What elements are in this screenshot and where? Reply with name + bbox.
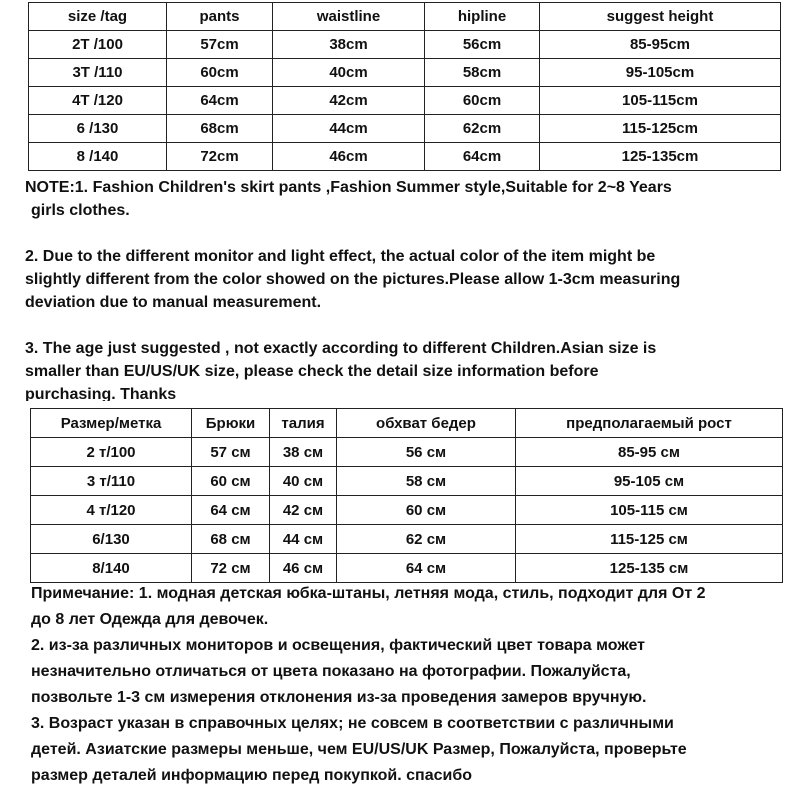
table-row — [29, 31, 781, 59]
table-row — [31, 496, 783, 525]
note-ru-line-1: Примечание: 1. модная детская юбка-штаны, летняя мода, стиль, подходит для От 2 — [31, 585, 706, 602]
table-cell: 44 см — [270, 525, 337, 554]
table-cell: 8 /140 — [29, 143, 167, 171]
note-1-line-2: girls clothes. — [31, 202, 130, 219]
table-cell: 115-125 см — [516, 525, 783, 554]
table-cell: 4T /120 — [29, 87, 167, 115]
table-cell: 72 см — [192, 554, 270, 583]
table-cell: 60cm — [167, 59, 273, 87]
table-cell: 85-95 см — [516, 438, 783, 467]
table-cell: 64 см — [192, 496, 270, 525]
note-ru-line-4: незначительно отличаться от цвета показано на фотографии. Пожалуйста, — [31, 663, 631, 680]
table-cell: 57cm — [167, 31, 273, 59]
note-ru-line-2: до 8 лет Одежда для девочек. — [31, 611, 269, 628]
table-cell: 46cm — [273, 143, 425, 171]
table-cell: 2T /100 — [29, 31, 167, 59]
note-3-line-1: 3. The age just suggested , not exactly according to different Children.Asian size is — [25, 340, 657, 357]
table-cell: 95-105 см — [516, 467, 783, 496]
table-cell: 60 см — [337, 496, 516, 525]
notes-english — [25, 176, 785, 401]
header-suggest-height: suggest height — [540, 3, 781, 31]
table-cell: 58cm — [425, 59, 540, 87]
table-cell: 62cm — [425, 115, 540, 143]
table-cell: 46 см — [270, 554, 337, 583]
header-size-tag: size /tag — [29, 3, 167, 31]
table-cell: 6 /130 — [29, 115, 167, 143]
table-header-row — [29, 3, 781, 31]
header-height-ru: предполагаемый рост — [516, 409, 783, 438]
note-ru-line-5: позвольте 1-3 см измерения отклонения из-за проведения замеров вручную. — [31, 689, 647, 706]
table-cell: 62 см — [337, 525, 516, 554]
table-cell: 105-115cm — [540, 87, 781, 115]
note-2-line-2: slightly different from the color showed on the pictures.Please allow 1-3cm measuring — [25, 271, 681, 288]
table-cell: 40 см — [270, 467, 337, 496]
table-cell: 64 см — [337, 554, 516, 583]
table-row — [29, 59, 781, 87]
table-cell: 58 см — [337, 467, 516, 496]
note-ru-line-7: детей. Азиатские размеры меньше, чем EU/US/UK Размер, Пожалуйста, проверьте — [31, 741, 687, 758]
table-cell: 4 т/120 — [31, 496, 192, 525]
table-row — [31, 554, 783, 583]
header-waist-ru: талия — [270, 409, 337, 438]
paragraph-gap — [25, 314, 785, 337]
table-cell: 60 см — [192, 467, 270, 496]
table-cell: 95-105cm — [540, 59, 781, 87]
table-cell: 64cm — [167, 87, 273, 115]
note-ru-line-3: 2. из-за различных мониторов и освещения, фактический цвет товара может — [31, 637, 645, 654]
table-cell: 6/130 — [31, 525, 192, 554]
table-cell: 3T /110 — [29, 59, 167, 87]
table-cell: 115-125cm — [540, 115, 781, 143]
table-cell: 8/140 — [31, 554, 192, 583]
table-row — [31, 438, 783, 467]
table-cell: 56 см — [337, 438, 516, 467]
table-cell: 57 см — [192, 438, 270, 467]
table-cell: 44cm — [273, 115, 425, 143]
table-cell: 68 см — [192, 525, 270, 554]
header-pants-ru: Брюки — [192, 409, 270, 438]
table-cell: 72cm — [167, 143, 273, 171]
table-cell: 2 т/100 — [31, 438, 192, 467]
paragraph-gap — [25, 222, 785, 245]
table-header-row — [31, 409, 783, 438]
table-cell: 85-95cm — [540, 31, 781, 59]
size-table-english — [28, 2, 781, 171]
note-2-line-1: 2. Due to the different monitor and light effect, the actual color of the item might be — [25, 248, 656, 265]
note-1-line-1: NOTE:1. Fashion Children's skirt pants ,Fashion Summer style,Suitable for 2~8 Years — [25, 179, 672, 196]
table-row — [31, 525, 783, 554]
header-waistline: waistline — [273, 3, 425, 31]
table-cell: 42cm — [273, 87, 425, 115]
table-cell: 3 т/110 — [31, 467, 192, 496]
table-cell: 64cm — [425, 143, 540, 171]
size-table-russian — [30, 408, 783, 583]
header-hipline: hipline — [425, 3, 540, 31]
table-cell: 56cm — [425, 31, 540, 59]
table-cell: 42 см — [270, 496, 337, 525]
note-2-line-3: deviation due to manual measurement. — [25, 294, 322, 311]
note-ru-line-8: размер деталей информацию перед покупкой. спасибо — [31, 767, 473, 784]
table-cell: 38 см — [270, 438, 337, 467]
notes-russian — [31, 581, 791, 789]
table-cell: 60cm — [425, 87, 540, 115]
note-3-line-2: smaller than EU/US/UK size, please check the detail size information before — [25, 363, 599, 380]
header-pants: pants — [167, 3, 273, 31]
table-cell: 40cm — [273, 59, 425, 87]
table-cell: 105-115 см — [516, 496, 783, 525]
table-row — [29, 87, 781, 115]
header-hip-ru: обхват бедер — [337, 409, 516, 438]
table-row — [29, 143, 781, 171]
note-ru-line-6: 3. Возраст указан в справочных целях; не совсем в соответствии с различными — [31, 715, 674, 732]
table-cell: 68cm — [167, 115, 273, 143]
table-row — [29, 115, 781, 143]
table-cell: 125-135 см — [516, 554, 783, 583]
table-row — [31, 467, 783, 496]
header-size-tag-ru: Размер/метка — [31, 409, 192, 438]
table-cell: 38cm — [273, 31, 425, 59]
note-3-line-3: purchasing. Thanks — [25, 386, 177, 401]
table-cell: 125-135cm — [540, 143, 781, 171]
